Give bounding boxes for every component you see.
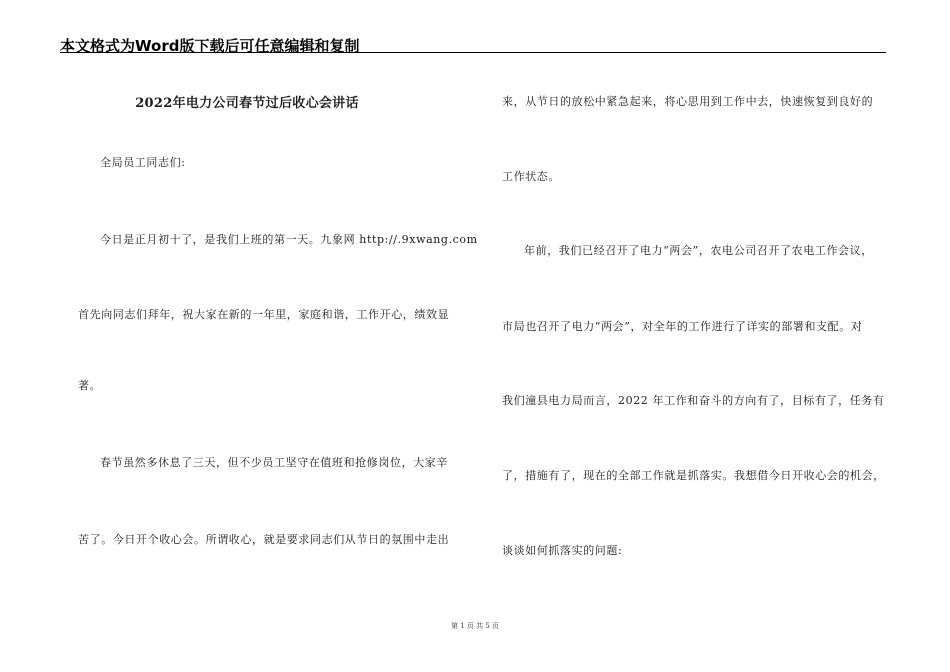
paragraph-line: 谈谈如何抓落实的问题: [502,544,623,557]
paragraph-line: 全局员工同志们: [100,156,186,169]
paragraph-line: 工作状态。 [502,170,560,183]
paragraph-line: 首先向同志们拜年，祝大家在新的一年里，家庭和谐，工作开心，绩效显 [78,308,450,321]
paragraph-line: 市局也召开了电力“两会”，对全年的工作进行了详实的部署和支配。对 [502,320,863,333]
download-banner: 本文格式为Word版下载后可任意编辑和复制 [60,37,360,55]
paragraph-line: 年前，我们已经召开了电力“两会”，农电公司召开了农电工作会议， [524,244,873,257]
paragraph-line: 了，措施有了，现在的全部工作就是抓落实。我想借今日开收心会的机会， [502,469,885,482]
paragraph-line: 我们潼县电力局而言，2022 年工作和奋斗的方向有了，目标有了，任务有 [502,394,885,407]
paragraph-line: 著。 [78,379,102,392]
document-title: 2022年电力公司春节过后收心会讲话 [135,96,359,111]
paragraph-line: 今日是正月初十了，是我们上班的第一天。九象网 http://.9xwang.com [100,233,478,246]
paragraph-line: 春节虽然多休息了三天，但不少员工坚守在值班和抢修岗位，大家辛 [100,456,448,469]
page-number: 第 1 页 共 5 页 [450,622,500,630]
paragraph-line: 来，从节日的放松中紧急起来，将心思用到工作中去，快速恢复到良好的 [502,95,874,108]
header-divider [60,52,886,53]
paragraph-line: 苦了。今日开个收心会。所谓收心，就是要求同志们从节日的氛围中走出 [78,533,450,546]
